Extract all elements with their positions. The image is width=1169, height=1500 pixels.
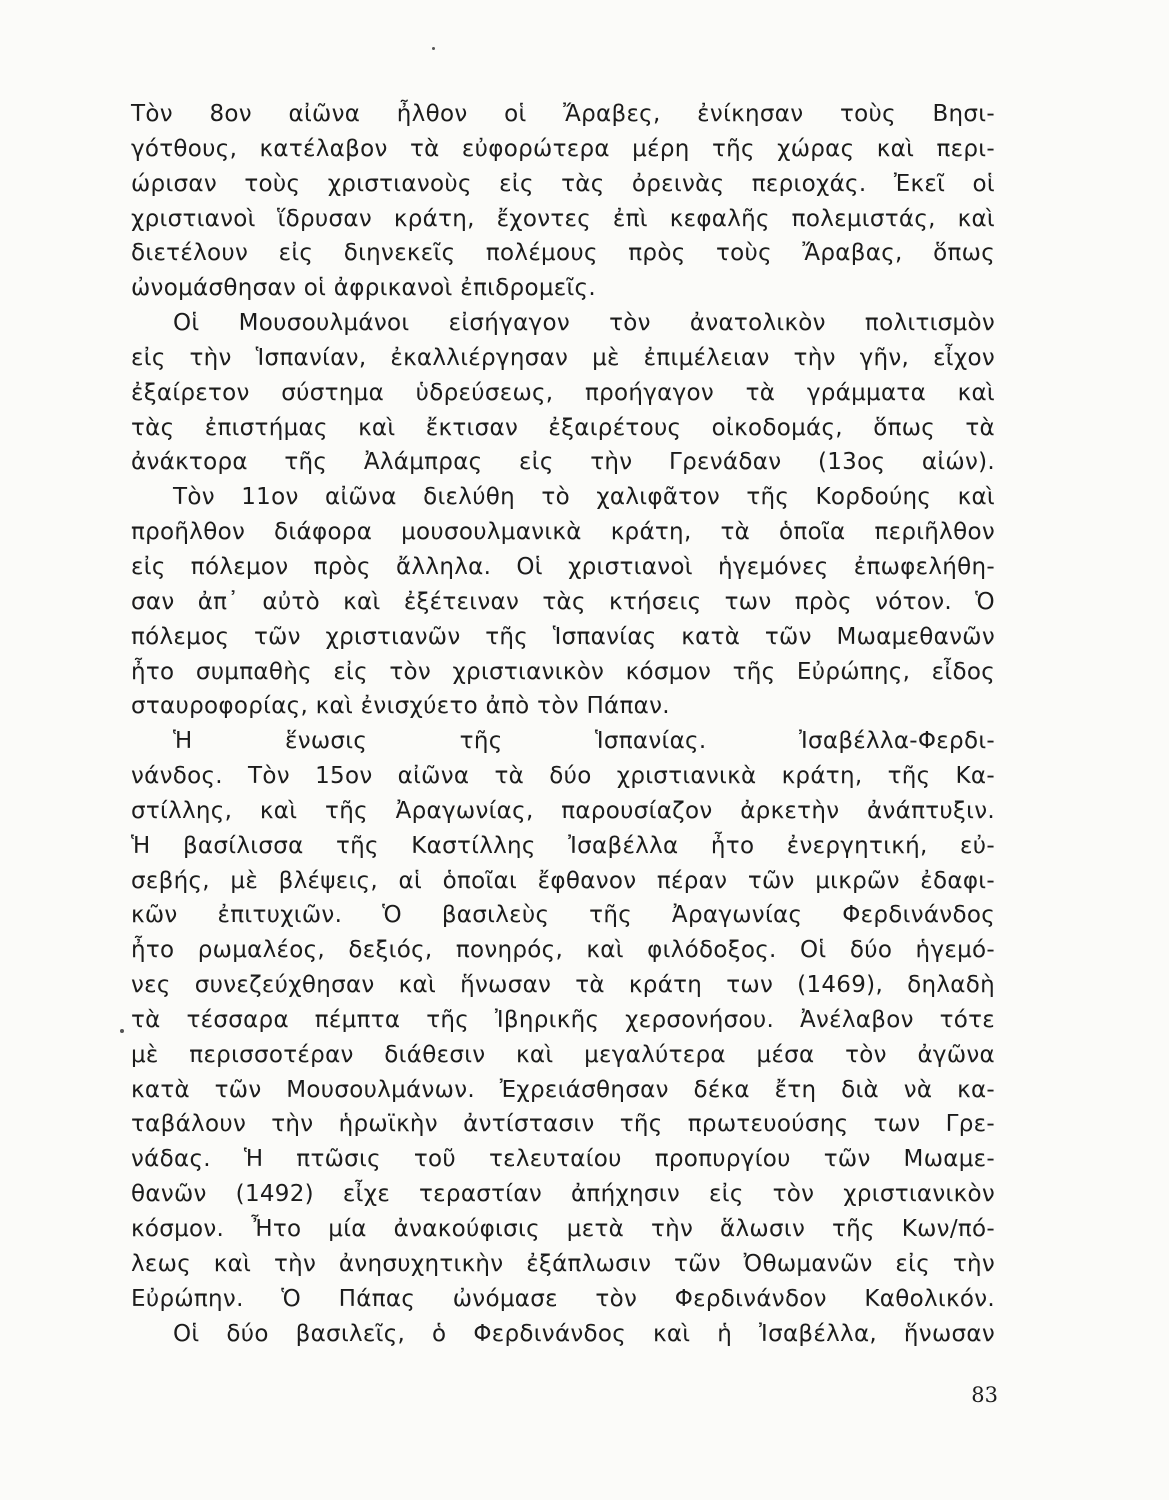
text-line: προῆλθον διάφορα μουσουλμανικὰ κράτη, τὰ ὁποῖα περιῆλθον xyxy=(131,519,995,546)
text-line: Τὸν 8ον αἰῶνα ἦλθον οἱ Ἄραβες, ἐνίκησαν τοὺς Βησι- xyxy=(131,101,995,127)
text-line: εἰς πόλεμον πρὸς ἄλληλα. Οἱ χριστιανοὶ ἡγεμόνες ἐπωφελήθη- xyxy=(131,553,995,580)
text-line: Εὐρώπην. Ὁ Πάπας ὠνόμασε τὸν Φερδινάνδον Καθολικόν. xyxy=(131,1285,995,1312)
text-line: ταβάλουν τὴν ἡρωϊκὴν ἀντίστασιν τῆς πρωτευούσης των Γρε- xyxy=(131,1111,995,1138)
text-line: κόσμον. Ἦτο μία ἀνακούφισις μετὰ τὴν ἅλωσιν τῆς Κων/πό- xyxy=(131,1216,995,1242)
text-line: ἀνάκτορα τῆς Ἀλάμπρας εἰς τὴν Γρενάδαν (13ος αἰών). xyxy=(131,449,995,476)
print-speck xyxy=(432,47,435,50)
text-line: λεως καὶ τὴν ἀνησυχητικὴν ἐξάπλωσιν τῶν Ὀθωμανῶν εἰς τὴν xyxy=(131,1250,995,1277)
text-line: Οἱ δύο βασιλεῖς, ὁ Φερδινάνδος καὶ ἡ Ἰσαβέλλα, ἥνωσαν xyxy=(173,1320,995,1347)
text-line: ἐξαίρετον σύστημα ὑδρεύσεως, προήγαγον τὰ γράμματα καὶ xyxy=(131,379,995,406)
section-heading-line: Ἡ ἕνωσις τῆς Ἱσπανίας. Ἰσαβέλλα-Φερδι- xyxy=(173,728,995,755)
text-line: σταυροφορίας, καὶ ἐνισχύετο ἀπὸ τὸν Πάπαν. xyxy=(131,693,670,720)
text-line: τὰ τέσσαρα πέμπτα τῆς Ἰβηρικῆς χερσονήσου. Ἀνέλαβον τότε xyxy=(131,1006,995,1033)
text-line: χριστιανοὶ ἵδρυσαν κράτη, ἔχοντες ἐπὶ κεφαλῆς πολεμιστάς, καὶ xyxy=(131,205,995,232)
text-line: Ἡ βασίλισσα τῆς Καστίλλης Ἰσαβέλλα ἦτο ἐνεργητική, εὐ- xyxy=(131,832,995,859)
text-line: Οἱ Μουσουλμάνοι εἰσήγαγον τὸν ἀνατολικὸν πολιτισμὸν xyxy=(173,310,995,337)
text-line: πόλεμος τῶν χριστιανῶν τῆς Ἱσπανίας κατὰ τῶν Μωαμεθανῶν xyxy=(131,623,995,650)
text-line: μὲ περισσοτέραν διάθεσιν καὶ μεγαλύτερα μέσα τὸν ἀγῶνα xyxy=(131,1041,995,1068)
text-line: ἦτο ρωμαλέος, δεξιός, πονηρός, καὶ φιλόδοξος. Οἱ δύο ἡγεμό- xyxy=(131,937,995,964)
body-text xyxy=(131,97,995,1351)
text-line: νες συνεζεύχθησαν καὶ ἥνωσαν τὰ κράτη των (1469), δηλαδὴ xyxy=(131,972,995,999)
text-line: θανῶν (1492) εἶχε τεραστίαν ἀπήχησιν εἰς τὸν χριστιανικὸν xyxy=(131,1181,995,1208)
text-line: διετέλουν εἰς διηνεκεῖς πολέμους πρὸς τοὺς Ἄραβας, ὅπως xyxy=(131,240,995,267)
print-speck xyxy=(120,1029,124,1033)
text-line: κῶν ἐπιτυχιῶν. Ὁ βασιλεὺς τῆς Ἀραγωνίας Φερδινάνδος xyxy=(131,902,995,929)
text-line: νάνδος. Τὸν 15ον αἰῶνα τὰ δύο χριστιανικὰ κράτη, τῆς Κα- xyxy=(131,763,995,790)
text-line: Τὸν 11ον αἰῶνα διελύθη τὸ χαλιφᾶτον τῆς Κορδούης καὶ xyxy=(173,484,995,511)
text-line: ώρισαν τοὺς χριστιανοὺς εἰς τὰς ὀρεινὰς περιοχάς. Ἐκεῖ οἱ xyxy=(131,170,995,197)
text-line: τὰς ἐπιστήμας καὶ ἔκτισαν ἐξαιρέτους οἰκοδομάς, ὅπως τὰ xyxy=(131,414,995,441)
text-line: σαν ἀπ᾽ αὐτὸ καὶ ἐξέτειναν τὰς κτήσεις των πρὸς νότον. Ὁ xyxy=(131,588,995,615)
text-line: κατὰ τῶν Μουσουλμάνων. Ἐχρειάσθησαν δέκα ἔτη διὰ νὰ κα- xyxy=(131,1076,995,1103)
text-line: ὠνομάσθησαν οἱ ἀφρικανοὶ ἐπιδρομεῖς. xyxy=(131,275,596,302)
text-line: εἰς τὴν Ἱσπανίαν, ἐκαλλιέργησαν μὲ ἐπιμέλειαν τὴν γῆν, εἶχον xyxy=(131,344,995,371)
text-line: νάδας. Ἡ πτῶσις τοῦ τελευταίου προπυργίου τῶν Μωαμε- xyxy=(131,1146,995,1173)
text-line: ἦτο συμπαθὴς εἰς τὸν χριστιανικὸν κόσμον τῆς Εὐρώπης, εἶδος xyxy=(131,658,995,685)
page-number: 83 xyxy=(971,1383,998,1407)
text-line: γότθους, κατέλαβον τὰ εὐφορώτερα μέρη τῆς χώρας καὶ περι- xyxy=(131,135,995,162)
text-line: σεβής, μὲ βλέψεις, αἱ ὁποῖαι ἔφθανον πέραν τῶν μικρῶν ἐδαφι- xyxy=(131,867,995,894)
text-line: στίλλης, καὶ τῆς Ἀραγωνίας, παρουσίαζον ἀρκετὴν ἀνάπτυξιν. xyxy=(131,797,995,824)
